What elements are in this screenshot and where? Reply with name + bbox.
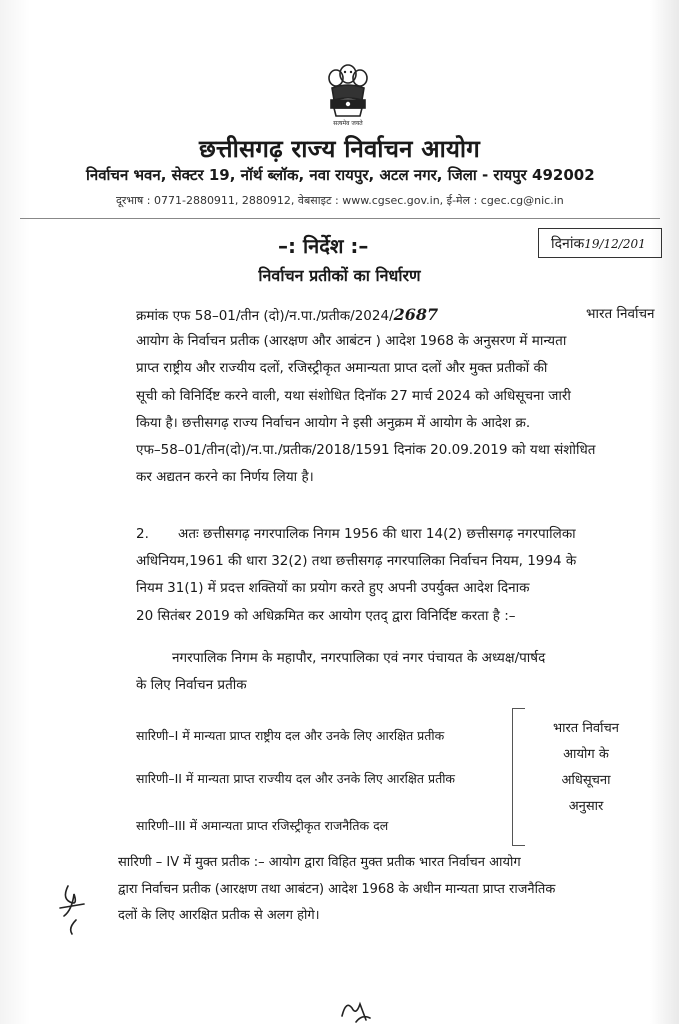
- paragraph-line: दलों के लिए आरक्षित प्रतीक से अलग होगे।: [118, 908, 320, 923]
- paragraph-line: सारिणी – IV में मुक्त प्रतीक :– आयोग द्वारा विहित मुक्त प्रतीक भारत निर्वाचन आयोग: [118, 855, 521, 870]
- date-box: [538, 228, 662, 258]
- handwritten-initials-icon: [54, 880, 98, 936]
- paragraph-line: अधिनियम,1961 की धारा 32(2) तथा छत्तीसगढ़ नगरपालिका निर्वाचन नियम, 1994 के: [136, 553, 577, 569]
- paragraph-line: द्वारा निर्वाचन प्रतीक (आरक्षण तथा आबंटन) आदेश 1968 के अधीन मान्यता प्राप्त राजनैतिक: [118, 881, 556, 897]
- paragraph-line: 20 सितंबर 2019 को अधिक्रमित कर आयोग एतद् द्वारा विनिर्दिष्ट करता है :–: [136, 607, 516, 624]
- table-item: सारिणी–I में मान्यता प्राप्त राष्ट्रीय दल और उनके लिए आरक्षित प्रतीक: [136, 728, 445, 743]
- paragraph-2-number: 2.: [136, 526, 149, 542]
- organization-address: निर्वाचन भवन, सेक्टर 19, नॉर्थ ब्लॉक, नवा रायपुर, अटल नगर, जिला - रायपुर 492002: [86, 166, 595, 184]
- paragraph-4: [118, 850, 555, 930]
- side-note-line: आयोग के: [563, 747, 609, 762]
- paragraph-2-first-line: अतः छत्तीसगढ़ नगरपालिक निगम 1956 की धारा 14(2) छत्तीसगढ़ नगरपालिका: [178, 526, 576, 542]
- side-note-line: अनुसार: [568, 799, 604, 814]
- contact-line: दूरभाष : 0771-2880911, 2880912, वेबसाइट : www.cgsec.gov.in, ई-मेल : cgec.cg@nic.in: [116, 194, 564, 207]
- reference-printed: क्रमांक एफ 58–01/तीन (दो)/न.पा./प्रतीक/2024/: [136, 308, 394, 324]
- reference-handwritten: 2687: [393, 305, 439, 324]
- directive-heading: –: निर्देश :–: [278, 234, 369, 258]
- paragraph-3-first-line: नगरपालिक निगम के महापौर, नगरपालिका एवं नगर पंचायत के अध्यक्ष/पार्षद: [172, 650, 546, 666]
- paragraph-line: कर अद्यतन करने का निर्णय लिया है।: [136, 469, 314, 486]
- organization-title: छत्तीसगढ़ राज्य निर्वाचन आयोग: [198, 135, 481, 163]
- paragraph-3-second-line: के लिए निर्वाचन प्रतीक: [136, 677, 247, 693]
- paragraph-line: सूची को विनिर्दिष्ट करने वाली, यथा संशोधित दिनॉक 27 मार्च 2024 को अधिसूचना जारी: [136, 387, 571, 404]
- paragraph-line: किया है। छत्तीसगढ़ राज्य निर्वाचन आयोग ने इसी अनुक्रम में आयोग के आदेश क्र.: [136, 414, 531, 431]
- date-value: 19/12/201: [584, 237, 646, 251]
- date-label: दिनांक: [551, 236, 585, 252]
- state-emblem-icon: [322, 62, 374, 128]
- paragraph-2: [136, 548, 576, 630]
- paragraph-line: आयोग के निर्वाचन प्रतीक (आरक्षण और आबंटन ) आदेश 1968 के अनुसरण में मान्यता: [136, 333, 567, 349]
- side-note-line: अधिसूचना: [561, 773, 611, 788]
- directive-subheading: निर्वाचन प्रतीकों का निर्धारण: [258, 266, 421, 285]
- paragraph-line: एफ–58–01/तीन(दो)/न.पा./प्रतीक/2018/1591 दिनांक 20.09.2019 को यथा संशोधित: [136, 442, 596, 459]
- side-note: [524, 716, 648, 820]
- svg-text:सत्यमेव जयते: सत्यमेव जयते: [333, 120, 363, 127]
- paragraph-line: नियम 31(1) में प्रदत्त शक्तियों का प्रयोग करते हुए अपनी उपर्युक्त आदेश दिनाक: [136, 580, 530, 597]
- side-note-line: भारत निर्वाचन: [552, 721, 619, 736]
- paragraph-line: प्राप्त राष्ट्रीय और राज्यीय दलों, रजिस्ट्रीकृत अमान्यता प्राप्त दलों और मुक्त प्रतीकों की: [136, 360, 548, 377]
- header-divider: [20, 218, 660, 219]
- reference-number: [136, 301, 438, 330]
- table-item: सारिणी–II में मान्यता प्राप्त राज्यीय दल और उनके लिए आरक्षित प्रतीक: [136, 771, 456, 786]
- reference-tail: भारत निर्वाचन: [586, 306, 655, 322]
- paragraph-1: [136, 328, 595, 492]
- handwritten-page-mark-icon: [336, 994, 376, 1024]
- table-item: सारिणी–III में अमान्यता प्राप्त रजिस्ट्रीकृत राजनैतिक दल: [136, 818, 389, 833]
